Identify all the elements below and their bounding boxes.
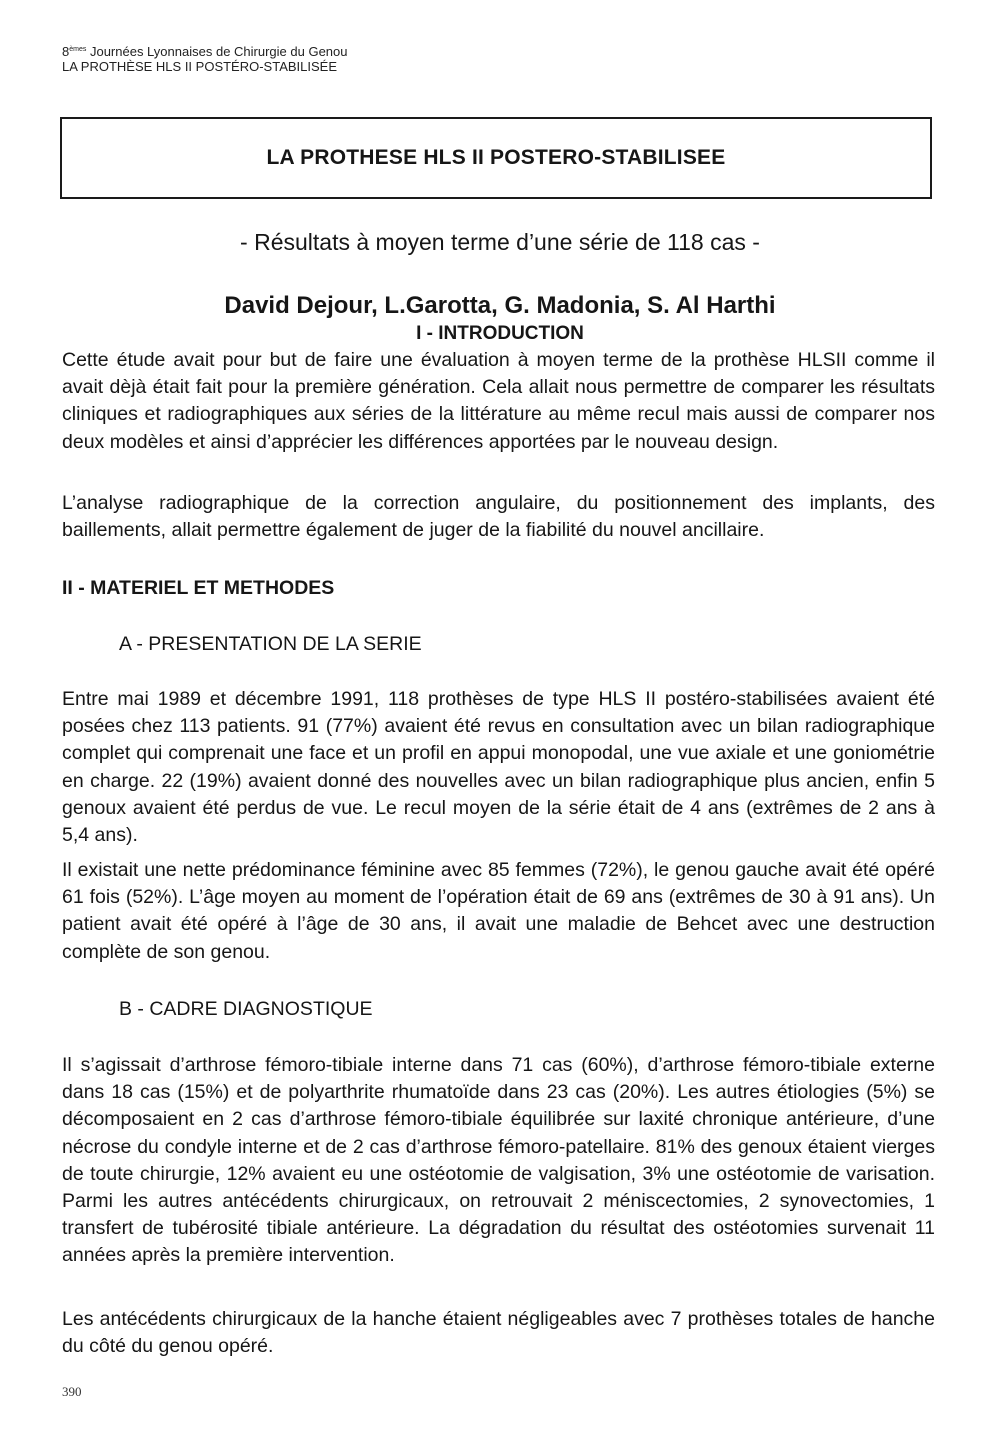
- article-title: LA PROTHESE HLS II POSTERO-STABILISEE: [266, 146, 726, 169]
- serie-paragraph-1: Entre mai 1989 et décembre 1991, 118 prothèses de type HLS II postéro-stabilisées avaient été posées chez 113 patients. 91 (77%) avaient été revus en consultation avec un bilan radiographique complet qui comprenait une face et un profil en appui monopodal, une vue axiale et une goniométrie en charge. 22 (19%) avaient donné des nouvelles avec un bilan radiographique plus ancien, enfin 5 genoux avaient été perdus de vue. Le recul moyen de la série était de 4 ans (extrêmes de 2 ans à 5,4 ans).: [62, 688, 935, 847]
- running-header: [62, 42, 348, 74]
- subsection-heading-serie: A - PRESENTATION DE LA SERIE: [119, 633, 422, 655]
- title-box: [60, 117, 932, 199]
- serie-paragraph-2: Il existait une nette prédominance féminine avec 85 femmes (72%), le genou gauche avait été opéré 61 fois (52%). L’âge moyen au moment de l’opération était de 69 ans (extrêmes de 30 à 91 ans). Un patient avait été opéré à l’âge de 30 ans, il avait une maladie de Behcet avec une destruction complète de son genou.: [62, 859, 935, 963]
- ordinal-superscript: èmes: [69, 46, 87, 53]
- diagnostic-paragraph-1: Il s’agissait d’arthrose fémoro-tibiale interne dans 71 cas (60%), d’arthrose fémoro-tibiale externe dans 18 cas (15%) et de polyarthrite rhumatoïde dans 23 cas (20%). Les autres étiologies (5%) se décomposaient en 2 cas d’arthrose fémoro-tibiale équilibrée sur laxité chronique antérieure, d’une nécrose du condyle interne et de 2 cas d’arthrose fémoro-patellaire. 81% des genoux étaient vierges de toute chirurgie, 12% avaient eu une ostéotomie de valgisation, 3% une ostéotomie de varisation. Parmi les autres antécédents chirurgicaux, on retrouvait 2 méniscectomies, 2 synovectomies, 1 transfert de tubérosité tibiale antérieure. La dégradation du résultat des ostéotomies survenait 11 années après la première intervention.: [62, 1054, 935, 1267]
- article-subtitle: - Résultats à moyen terme d’une série de 118 cas -: [240, 229, 760, 255]
- page-number: 390: [62, 1384, 82, 1399]
- intro-paragraph-2: L’analyse radiographique de la correction angulaire, du positionnement des implants, des baillements, allait permettre également de juger de la fiabilité du nouvel ancillaire.: [62, 492, 935, 542]
- running-header-article: LA PROTHÈSE HLS II POSTÉRO-STABILISÉE: [62, 59, 338, 74]
- subsection-heading-diagnostic: B - CADRE DIAGNOSTIQUE: [119, 998, 373, 1020]
- author-list: David Dejour, L.Garotta, G. Madonia, S. Al Harthi: [224, 292, 776, 319]
- section-heading-introduction: I - INTRODUCTION: [416, 323, 584, 344]
- intro-paragraph-1: Cette étude avait pour but de faire une évaluation à moyen terme de la prothèse HLSII comme il avait dèjà était fait pour la première génération. Cela allait nous permettre de comparer les résultats cliniques et radiographiques aux séries de la littérature au même recul mais aussi de comparer nos deux modèles et ainsi d’apprécier les différences apportées par le nouveau design.: [62, 349, 935, 453]
- section-heading-materiel: II - MATERIEL ET METHODES: [62, 577, 335, 599]
- diagnostic-paragraph-2: Les antécédents chirurgicaux de la hanche étaient négligeables avec 7 prothèses totales de hanche du côté du genou opéré.: [62, 1308, 935, 1358]
- running-header-conference: 8èmes Journées Lyonnaises de Chirurgie du Genou: [62, 44, 348, 59]
